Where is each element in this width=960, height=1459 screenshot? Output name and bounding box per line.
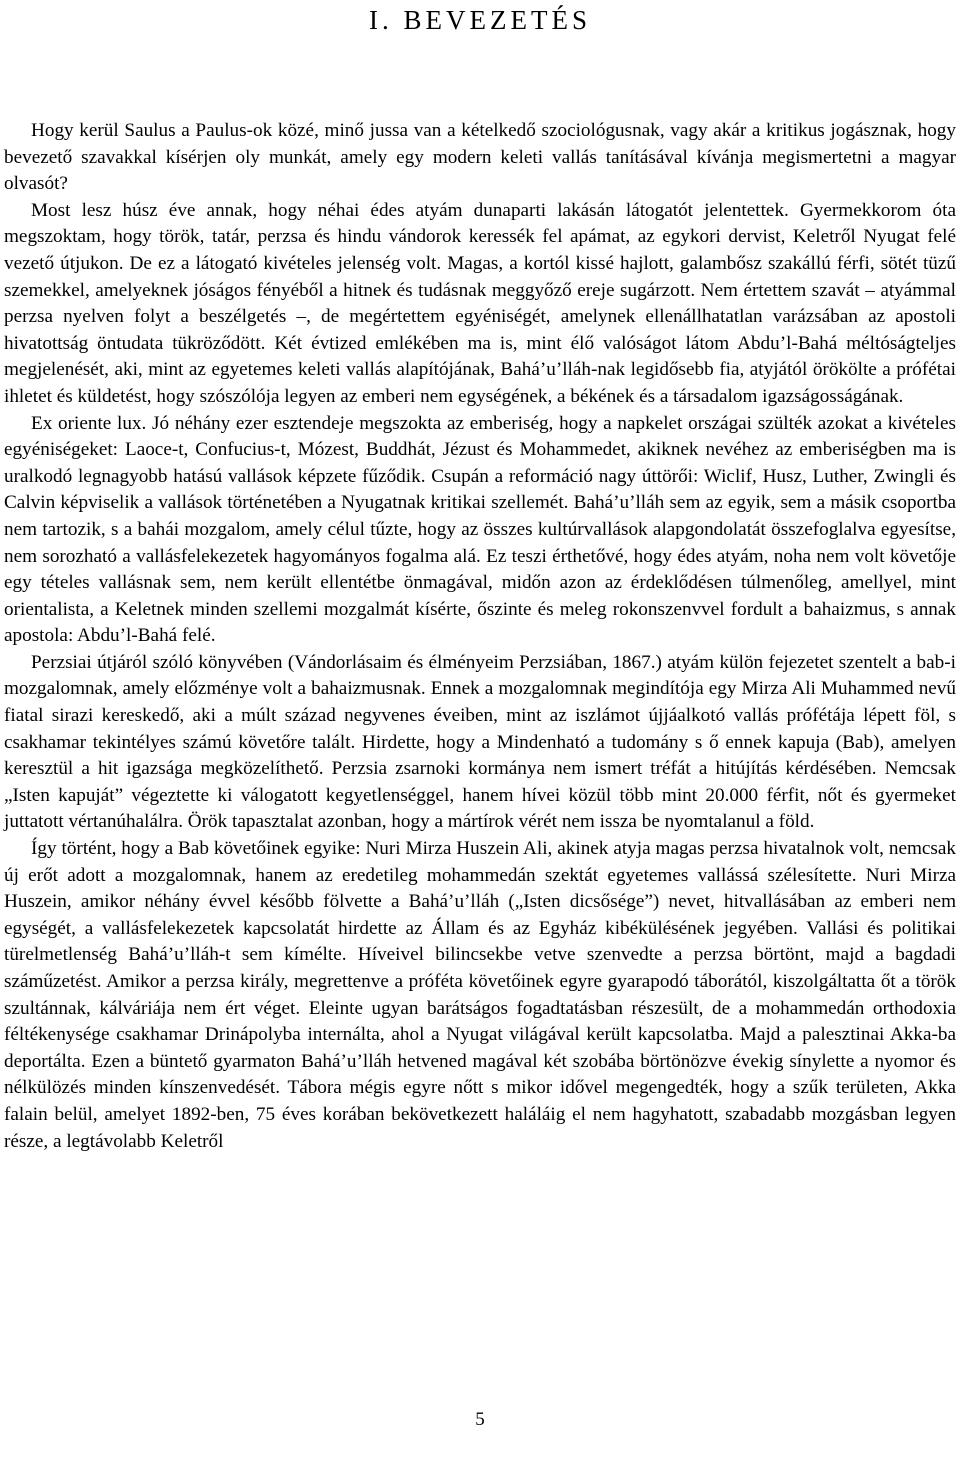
paragraph: Ex oriente lux. Jó néhány ezer esztendeje megszokta az emberiség, hogy a napkelet országai szülték azokat a kivételes egyéniségeket: Laoce-t, Confucius-t, Mózest, Buddhát, Jézust és Mohammedet, akiknek nevéhez az emberiségben ma is uralkodó legnagyobb hatású vallások képzete fűződik. Csupán a reformáció nagy úttörői: Wiclif, Husz, Luther, Zwingli és Calvin képviselik a vallások történetében a Nyugatnak kritikai szellemét. Bahá’u’lláh sem az egyik, sem a másik csoportba nem tartozik, s a bahái mozgalom, amely célul tűzte, hogy az összes kultúrvallások alapgondolatát összefoglalva egyesítse, nem sorozható a vallásfelekezetek hagyományos fogalma alá. Ez teszi érthetővé, hogy édes atyám, noha nem volt követője egy tételes vallásnak sem, nem került ellentétbe önmagával, midőn azon az érdeklődésen túlmenőleg, amellyel, mint orientalista, a Keletnek minden szellemi mozgalmát kísérte, őszinte és meleg rokonszenvvel fordult a bahaizmus, s annak apostola: Abdu’l-Bahá felé. (4, 412, 956, 647)
paragraph: Hogy kerül Saulus a Paulus-ok közé, minő jussa van a kételkedő szociológusnak, vagy akár a kritikus jogásznak, hogy bevezető szavakkal kísérjen oly munkát, amely egy modern keleti vallás tanításával kívánja megismertetni a magyar olvasót? (4, 120, 956, 195)
paragraph: Most lesz húsz éve annak, hogy néhai édes atyám dunaparti lakásán látogatót jelentettek. Gyermekkorom óta megszoktam, hogy török, tatár, perzsa és hindu vándorok keressék fel apámat, az egykori dervist, Keletről Nyugat felé vezető útjukon. De ez a látogató kivételes jelenség volt. Magas, a kortól kissé hajlott, galambősz szakállú férfi, sötét tüzű szemekkel, amelyeknek jóságos fényéből a hitnek és tudásnak meggyőző ereje sugárzott. Nem értettem szavát – atyámmal perzsa nyelven folyt a beszélgetés –, de megértettem egyéniségét, amelynek ellenállhatatlan varázsában az apostoli hivatottság öntudata tükröződött. Két évtized emlékében ma is, mint élő valóságot látom Abdu’l-Bahá méltóságteljes megjelenését, aki, mint az egyetemes keleti vallás alapítójának, Bahá’u’lláh-nak legidősebb fia, atyjától örökölte a prófétai ihletet és küldetést, hogy szószólója legyen az emberi nem egységének, a békének és a társadalom igazságosságának. (4, 199, 956, 407)
page-number: 5 (475, 1409, 485, 1430)
body-text (4, 118, 956, 1155)
paragraph: Így történt, hogy a Bab követőinek egyike: Nuri Mirza Huszein Ali, akinek atyja magas perzsa hivatalnok volt, nemcsak új erőt adott a mozgalomnak, hanem az eredetileg mohammedán szektát egyetemes vallássá szélesítette. Nuri Mirza Huszein, amikor néhány évvel később fölvette a Bahá’u’lláh („Isten dicsősége”) nevet, hitvallásában az emberi nem egységét, a vallásfelekezetek kapcsolatát hirdette az Állam és az Egyház kibékülésének jegyében. Vallási és politikai türelmetlenség Bahá’u’lláh-t sem kímélte. Híveivel bilincsekbe vetve szenvedte a perzsa börtönt, majd a bagdadi száműzetést. Amikor a perzsa király, megrettenve a próféta követőinek egyre gyarapodó táborától, kiszolgáltatta őt a török szultánnak, kálváriája nem ért véget. Eleinte ugyan barátságos fogadtatásban részesült, de a mohammedán orthodoxia féltékenysége csakhamar Drinápolyba internálta, ahol a Nyugat világával került kapcsolatba. Majd a palesztinai Akka-ba deportálta. Ezen a büntető gyarmaton Bahá’u’lláh hetvened magával két szobába börtönözve évekig sínylette a nyomor és nélkülözés minden kínszenvedését. Tábora mégis egyre nőtt s mikor idővel megengedték, hogy a szűk területen, Akka falain belül, amelyet 1892-ben, 75 éves korában bekövetkezett haláláig el nem hagyhatott, szabadabb mozgásban legyen része, a legtávolabb Keletről (4, 838, 956, 1152)
paragraph: Perzsiai útjáról szóló könyvében (Vándorlásaim és élményeim Perzsiában, 1867.) atyám külön fejezetet szentelt a bab-i mozgalomnak, amely előzménye volt a bahaizmusnak. Ennek a mozgalomnak megindítója egy Mirza Ali Muhammed nevű fiatal sirazi kereskedő, aki a múlt század negyvenes éveiben, mint az iszlámot újjáalkotó vallás prófétája lépett föl, s csakhamar tekintélyes számú követőre talált. Hirdette, hogy a Mindenható a tudomány s ő ennek kapuja (Bab), amelyen keresztül a hit igazsága megközelíthető. Perzsia zsarnoki kormánya nem ismert tréfát a hitújítás kérdésében. Nemcsak „Isten kapuját” végeztette ki válogatott kegyetlenséggel, hanem hívei közül több mint 20.000 férfit, nőt és gyermeket juttatott vértanúhalálra. Örök tapasztalat azonban, hogy a mártírok vérét nem issza be nyomtalanul a föld. (4, 651, 956, 833)
page-title: I. BEVEZETÉS (369, 5, 591, 35)
